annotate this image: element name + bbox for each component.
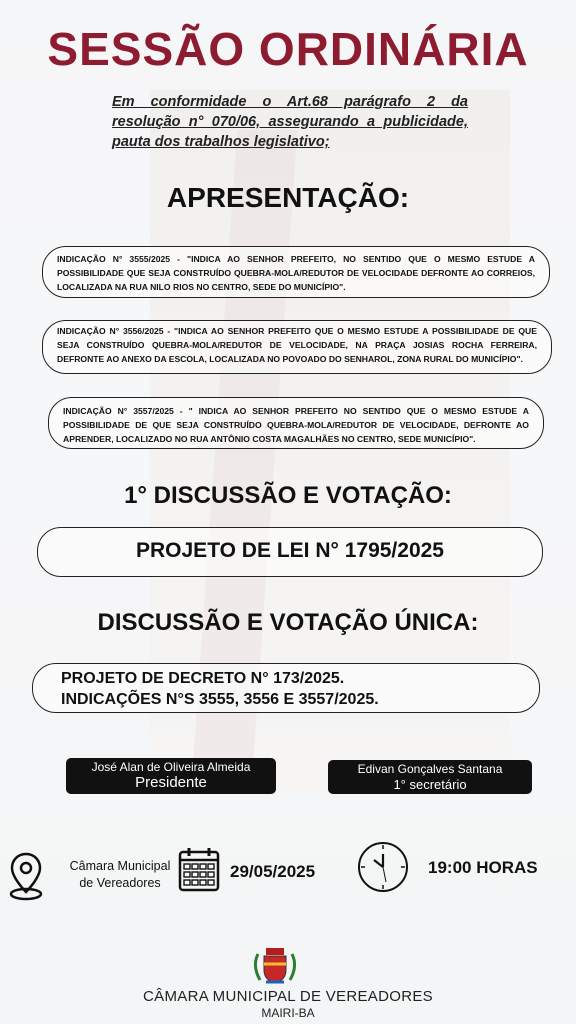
coat-of-arms-logo xyxy=(250,946,300,986)
indicacao-3557-item: INDICAÇÃO N° 3557/2025 - " INDICA AO SENHOR PREFEITO NO SENTIDO QUE O MESMO ESTUDE A POSSIBILIDADE DE QUE SEJA CONSTRUÍDO QUEBRA-MOLA/REDUTOR DE VELOCIDADE, DEFRONTE AO APRENDER, LOCALIZADO NO RUA ANTÔNIO COSTA MAGALHÃES NO CENTRO, SEDE MUNICÍPIO". xyxy=(48,397,544,449)
calendar-icon xyxy=(178,846,220,892)
indicacao-3555-item: INDICAÇÃO N° 3555/2025 - "INDICA AO SENHOR PREFEITO, NO SENTIDO QUE O MESMO ESTUDE A POSSIBILIDADE QUE SEJA CONSTRUÍDO QUEBRA-MOLA/REDUTOR DE VELOCIDADE DEFRONTE AO CORREIOS, LOCALIZADA NA RUA NILO RIOS NO CENTRO, SEDE DO MUNICÍPIO". xyxy=(42,246,550,298)
clock-icon xyxy=(356,840,410,894)
indicacao-3556-item: INDICAÇÃO N° 3556/2025 - "INDICA AO SENHOR PREFEITO QUE O MESMO ESTUDE A POSSIBILIDADE DE QUE SEJA CONSTRUÍDO QUEBRA-MOLA/REDUTOR DE VELOCIDADE, NA PRAÇA JOSIAS ROCHA FERREIRA, DEFRONTE AO ANEXO DA ESCOLA, LOCALIZADA NO POVOADO DO SENHAROL, ZONA RURAL DO MUNICÍPIO". xyxy=(42,320,552,374)
footer-org: CÂMARA MUNICIPAL DE VEREADORES xyxy=(143,988,433,1005)
session-time: 19:00 HORAS xyxy=(428,858,538,877)
secretary-role: 1° secretário xyxy=(393,777,467,792)
session-date: 29/05/2025 xyxy=(230,862,316,881)
secretary-signature xyxy=(328,760,532,794)
location-text xyxy=(50,858,190,892)
intro-text: Em conformidade o Art.68 parágrafo 2 da resolução n° 070/06, assegurando a publicidade, pauta dos trabalhos legislativo; xyxy=(112,94,468,150)
secretary-name: Edivan Gonçalves Santana xyxy=(357,762,503,776)
location-line2: de Vereadores xyxy=(79,876,161,890)
location-pin-icon xyxy=(6,850,46,902)
discussao1-heading: 1° DISCUSSÃO E VOTAÇÃO: xyxy=(124,482,452,509)
page-title: SESSÃO ORDINÁRIA xyxy=(47,23,529,75)
projeto-lei-item: PROJETO DE LEI N° 1795/2025 xyxy=(37,527,543,577)
president-role: Presidente xyxy=(135,774,207,791)
discussao-unica-box xyxy=(32,663,540,713)
projeto-decreto-line: PROJETO DE DECRETO N° 173/2025. xyxy=(61,670,345,687)
president-name: José Alan de Oliveira Almeida xyxy=(91,760,251,774)
indicacoes-line: INDICAÇÕES N°S 3555, 3556 E 3557/2025. xyxy=(61,691,379,708)
president-signature xyxy=(66,758,276,794)
apresentacao-heading: APRESENTAÇÃO: xyxy=(166,182,410,213)
footer-city: MAIRI-BA xyxy=(261,1006,315,1020)
discussao-unica-heading: DISCUSSÃO E VOTAÇÃO ÚNICA: xyxy=(97,609,479,636)
location-line1: Câmara Municipal xyxy=(69,859,171,873)
